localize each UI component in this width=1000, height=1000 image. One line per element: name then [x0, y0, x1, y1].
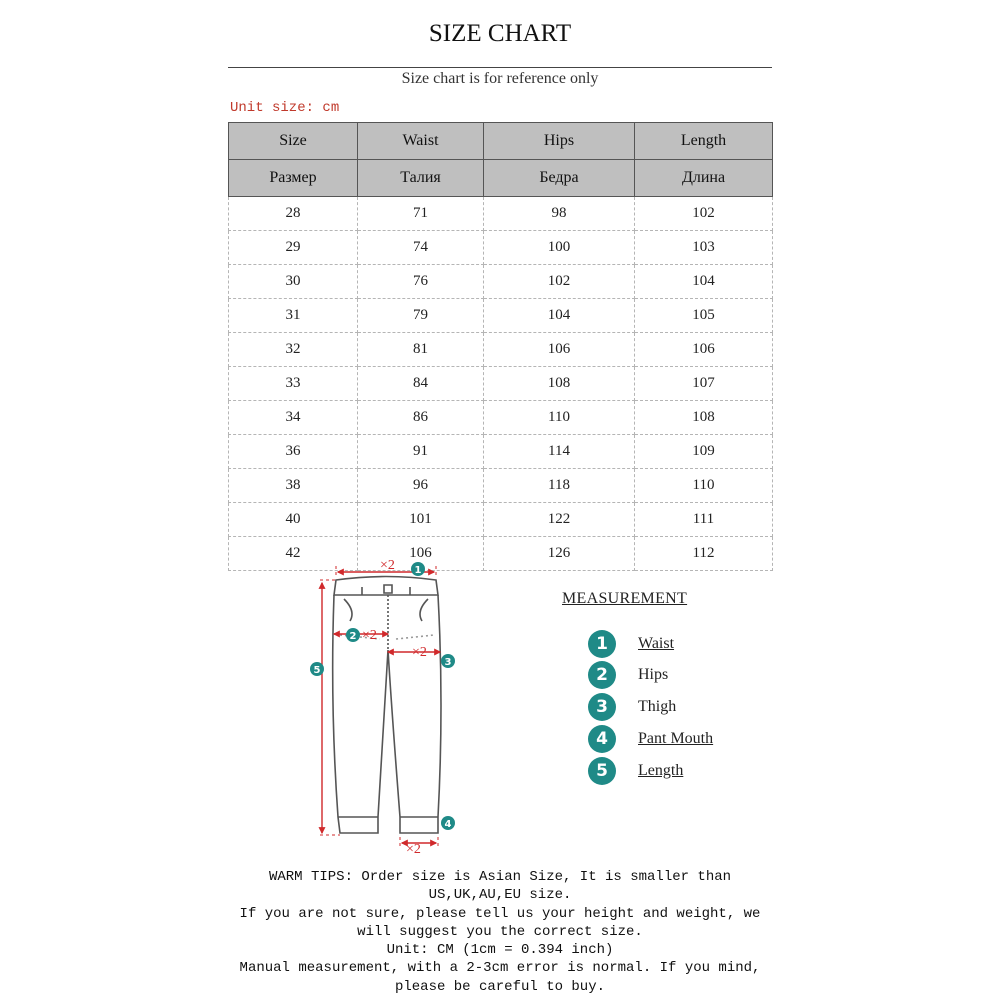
tip-line: Unit: CM (1cm = 0.394 inch) [386, 942, 614, 959]
tip-line: WARM TIPS: Order size is Asian Size, It is smaller than US,UK,AU,EU size. [268, 869, 732, 904]
table-cell: 108 [484, 367, 635, 401]
title-divider [228, 67, 772, 68]
table-cell: 101 [358, 503, 484, 537]
table-cell: 106 [484, 333, 635, 367]
size-table-body [229, 197, 773, 571]
page-title: SIZE CHART [428, 20, 572, 47]
number-badge: 4 [588, 725, 616, 753]
measurement-item-thigh [588, 693, 676, 721]
table-cell: 32 [229, 333, 358, 367]
table-cell: 122 [484, 503, 635, 537]
col-header-size: Size [229, 123, 358, 160]
table-row [229, 333, 773, 367]
table-row [229, 265, 773, 299]
number-badge: 1 [588, 630, 616, 658]
table-row [229, 197, 773, 231]
table-row [229, 401, 773, 435]
x2-label: ×2 [380, 558, 395, 573]
table-row [229, 367, 773, 401]
measurement-item-pant-mouth [588, 725, 713, 753]
marker-2: 2 [349, 631, 357, 642]
table-cell: 110 [635, 469, 773, 503]
table-cell: 30 [229, 265, 358, 299]
table-cell: 106 [635, 333, 773, 367]
x2-label: ×2 [412, 645, 427, 660]
table-cell: 112 [635, 537, 773, 571]
table-row [229, 299, 773, 333]
marker-3: 3 [444, 657, 452, 668]
measurement-title: MEASUREMENT [562, 590, 688, 607]
marker-4: 4 [444, 819, 452, 830]
col-header-length-ru: Длина [635, 160, 773, 197]
measurement-item-length [588, 757, 683, 785]
pants-outline [333, 577, 441, 834]
col-header-hips: Hips [484, 123, 635, 160]
measurement-label: Waist [638, 635, 675, 652]
table-cell: 86 [358, 401, 484, 435]
table-cell: 76 [358, 265, 484, 299]
table-cell: 105 [635, 299, 773, 333]
table-cell: 98 [484, 197, 635, 231]
measurement-label: Pant Mouth [638, 730, 714, 747]
table-row [229, 469, 773, 503]
table-cell: 104 [484, 299, 635, 333]
header-row-ru [229, 160, 773, 197]
measurement-label: Length [638, 762, 684, 779]
tip-line: If you are not sure, please tell us your height and weight, we will suggest you the correct size. [239, 905, 761, 940]
table-cell: 91 [358, 435, 484, 469]
marker-5: 5 [313, 665, 321, 676]
measurement-item-hips [588, 661, 668, 689]
table-cell: 29 [229, 231, 358, 265]
header-row-en [229, 123, 773, 160]
table-cell: 107 [635, 367, 773, 401]
table-cell: 96 [358, 469, 484, 503]
table-cell: 79 [358, 299, 484, 333]
col-header-waist-ru: Талия [358, 160, 484, 197]
unit-note: Unit size: cm [230, 100, 340, 116]
x2-label: ×2 [362, 628, 377, 643]
col-header-hips-ru: Бедра [484, 160, 635, 197]
col-header-waist: Waist [358, 123, 484, 160]
number-badge: 5 [588, 757, 616, 785]
table-cell: 31 [229, 299, 358, 333]
number-badge: 2 [588, 661, 616, 689]
table-cell: 84 [358, 367, 484, 401]
measurement-label: Hips [638, 666, 669, 683]
x2-label: ×2 [406, 842, 421, 857]
col-header-length: Length [635, 123, 773, 160]
table-cell: 106 [358, 537, 484, 571]
size-table [228, 122, 773, 571]
table-cell: 42 [229, 537, 358, 571]
marker-1: 1 [414, 565, 422, 576]
table-cell: 114 [484, 435, 635, 469]
tip-line: Manual measurement, with a 2-3cm error is normal. If you mind, please be careful to buy. [239, 960, 761, 995]
table-cell: 103 [635, 231, 773, 265]
table-cell: 38 [229, 469, 358, 503]
table-row [229, 435, 773, 469]
table-row [229, 231, 773, 265]
table-cell: 40 [229, 503, 358, 537]
table-cell: 81 [358, 333, 484, 367]
table-cell: 71 [358, 197, 484, 231]
measurement-label: Thigh [638, 698, 677, 715]
table-cell: 34 [229, 401, 358, 435]
table-cell: 33 [229, 367, 358, 401]
table-cell: 102 [484, 265, 635, 299]
subtitle: Size chart is for reference only [401, 70, 599, 87]
table-cell: 110 [484, 401, 635, 435]
measurement-item-waist [588, 630, 674, 658]
col-header-size-ru: Размер [229, 160, 358, 197]
table-cell: 126 [484, 537, 635, 571]
pants-diagram [300, 555, 470, 860]
table-cell: 111 [635, 503, 773, 537]
table-cell: 28 [229, 197, 358, 231]
number-badge: 3 [588, 693, 616, 721]
table-cell: 100 [484, 231, 635, 265]
table-row [229, 503, 773, 537]
table-cell: 74 [358, 231, 484, 265]
warm-tips [225, 868, 775, 996]
table-cell: 104 [635, 265, 773, 299]
table-cell: 109 [635, 435, 773, 469]
table-cell: 36 [229, 435, 358, 469]
table-cell: 102 [635, 197, 773, 231]
table-cell: 108 [635, 401, 773, 435]
table-cell: 118 [484, 469, 635, 503]
